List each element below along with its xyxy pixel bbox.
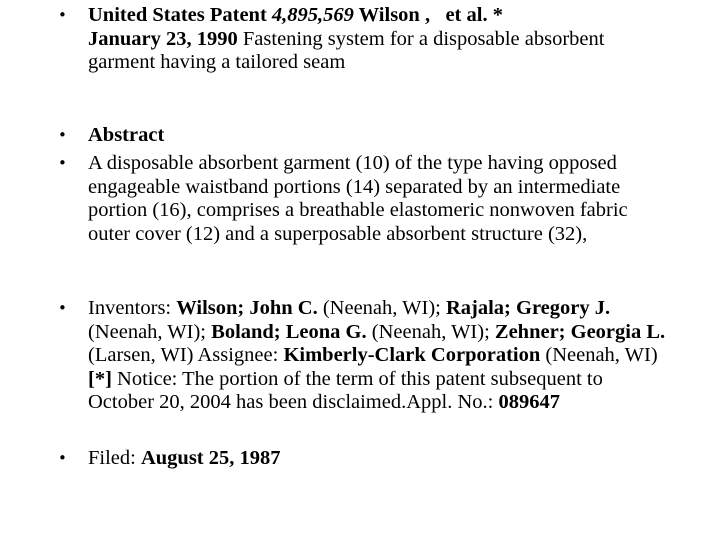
abstract-heading bbox=[58, 124, 668, 148]
inventors-label: Inventors: bbox=[88, 297, 177, 319]
inventors-block bbox=[58, 297, 668, 415]
inventor-2-location: (Neenah, WI); bbox=[88, 320, 212, 343]
patent-prefix: United States Patent bbox=[88, 4, 272, 26]
assignee-name: Kimberly-Clark Corporation bbox=[283, 344, 541, 366]
bullet-icon: • bbox=[58, 299, 67, 317]
patent-title: Fastening system for a disposable absorbent garment having a tailored seam bbox=[88, 27, 605, 73]
inventor-1-name: Wilson; John C. bbox=[176, 297, 318, 319]
assignee-location: (Neenah, WI) bbox=[540, 344, 658, 366]
abstract-text: A disposable absorbent garment (10) of the type having opposed engageable waistband portions (14) separated by an intermediate portion (16), comprises a breathable elastomeric nonwoven fabric outer cover (12) and a superposable absorbent structure (32), bbox=[88, 152, 628, 245]
patent-inventor-lead: Wilson , et al. bbox=[353, 4, 488, 26]
bullet-icon: • bbox=[58, 6, 67, 24]
inventor-3-location: (Neenah, WI); bbox=[366, 320, 495, 343]
bullet-icon: • bbox=[58, 154, 67, 172]
patent-number: 4,895,569 bbox=[271, 4, 354, 26]
inventor-3-name: Boland; Leona G. bbox=[211, 320, 367, 343]
bullet-icon: • bbox=[58, 126, 67, 144]
abstract-title: Abstract bbox=[88, 124, 165, 146]
patent-header bbox=[58, 4, 668, 75]
inventor-1-location: (Neenah, WI); bbox=[317, 297, 446, 319]
notice-mark: [*] bbox=[88, 367, 112, 390]
filed-line bbox=[58, 447, 668, 471]
filed-date: August 25, 1987 bbox=[140, 447, 281, 469]
patent-date: January 23, 1990 bbox=[88, 27, 238, 50]
abstract-body bbox=[58, 152, 668, 246]
filed-label: Filed: bbox=[88, 447, 141, 469]
inventor-4-name: Zehner; Georgia L. bbox=[494, 320, 666, 343]
patent-asterisk: * bbox=[487, 4, 503, 26]
application-number: 089647 bbox=[498, 391, 560, 413]
inventor-4-location: (Larsen, WI) Assignee: bbox=[88, 344, 284, 366]
inventor-2-name: Rajala; Gregory J. bbox=[445, 297, 611, 319]
notice-text: Notice: The portion of the term of this patent subsequent to October 20, 2004 has been disclaimed.Appl. No.: bbox=[88, 367, 603, 413]
bullet-icon: • bbox=[58, 449, 67, 467]
